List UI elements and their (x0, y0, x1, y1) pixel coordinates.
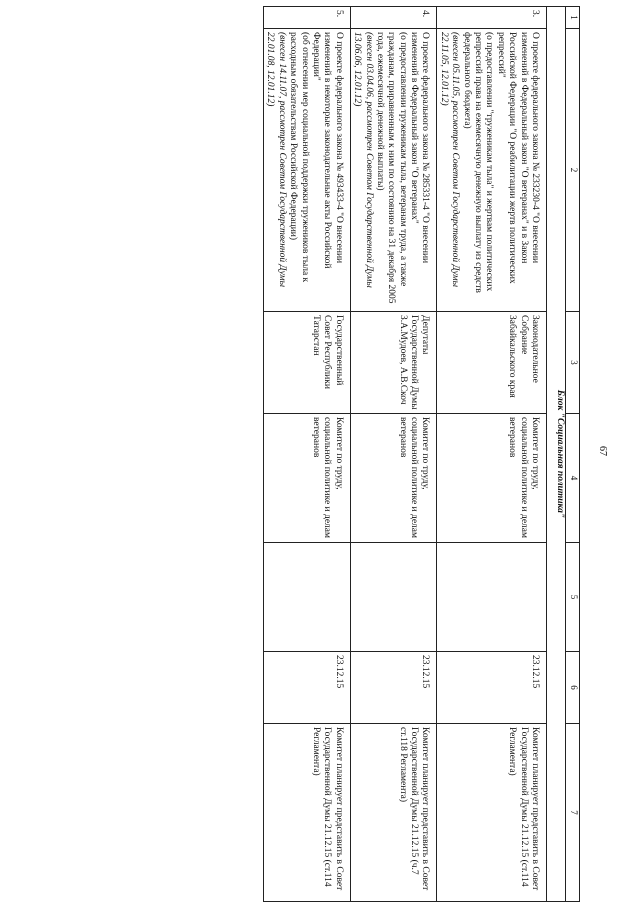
committee-cell: Комитет по труду, социальной политике и делам ветеранов (264, 414, 351, 543)
table-row (350, 7, 437, 902)
bill-note: (внесен 14.11.07, рассмотрен Советом Государственной Думы 22.01.08, 12.01.12) (265, 32, 287, 288)
committee-cell: Комитет по труду, социальной политике и делам ветеранов (437, 414, 547, 543)
col-header-2: 2 (566, 29, 580, 312)
row-number: 4. (350, 7, 437, 29)
bills-table (263, 6, 580, 902)
author-cell: Депутаты Государственной Думы З.А.Мудоев, А.В.Скоч (350, 312, 437, 414)
result-cell: Комитет планирует представить в Совет Государственной Думы 21.12.15 (ч.7 ст.118 Регламента) (350, 724, 437, 902)
bill-note: (внесен 05.11.05, рассмотрен Советом Государственной Думы 22.11.05, 12.01.12) (438, 32, 461, 288)
table-row (264, 7, 351, 902)
bill-description: (о предоставлении "труженикам тыла" и жертвам политических репрессий права на ежемесячную денежную выплату из средств федерального бюджета) (461, 32, 495, 293)
bill-description: (о предоставлении труженикам тыла, ветеранам труда, а также гражданам, приравненным к ним по состоянию на 31 декабря 2005 года, ежемесячной денежной выплаты) (374, 32, 408, 304)
bill-title: О проекте федерального закона № 285331-4 "О внесении изменений в Федеральный закон "О ветеранах" (409, 32, 431, 264)
rotated-table-area (20, 6, 608, 901)
author-cell: Государственный Совет Республики Татарстан (264, 312, 351, 414)
row-number: 3. (437, 7, 547, 29)
bill-cell (437, 29, 547, 312)
date-cell: 23.12.15 (350, 652, 437, 724)
bill-description: (об отнесении мер социальной поддержки тружеников тыла к расходным обязательствам Российской Федерации) (288, 32, 310, 283)
header-row (566, 7, 580, 902)
bill-title: О проекте федерального закона № 493433-4 "О внесении изменений в некоторые законодательные акты Российской Федерации" (310, 32, 344, 269)
col-header-1: 1 (566, 7, 580, 29)
row-number: 5. (264, 7, 351, 29)
col5-cell (264, 543, 351, 652)
col5-cell (350, 543, 437, 652)
bill-cell (350, 29, 437, 312)
bill-note: (внесен 03.04.06, рассмотрен Советом Государственной Думы 13.06.06, 12.01.12) (352, 32, 374, 288)
col5-cell (437, 543, 547, 652)
result-cell: Комитет планирует представить в Совет Государственной Думы 21.12.15 (ст.114 Регламента) (264, 724, 351, 902)
page-number: 67 (597, 446, 608, 456)
col-header-5: 5 (566, 543, 580, 652)
author-cell: Законодательное Собрание Забайкальского края (437, 312, 547, 414)
block-title: Блок "Социальная политика" (547, 7, 566, 902)
table-row (437, 7, 547, 902)
bill-title: О проекте федерального закона № 233230-4 "О внесении изменений в Федеральный закон "О ветеранах" и в Закон Российской Федерации "О реабилитации жертв политических репрессий" (495, 32, 540, 284)
date-cell: 23.12.15 (437, 652, 547, 724)
bill-cell (264, 29, 351, 312)
col-header-3: 3 (566, 312, 580, 414)
date-cell: 23.12.15 (264, 652, 351, 724)
col-header-4: 4 (566, 414, 580, 543)
col-header-7: 7 (566, 724, 580, 902)
committee-cell: Комитет по труду, социальной политике и делам ветеранов (350, 414, 437, 543)
col-header-6: 6 (566, 652, 580, 724)
block-row (547, 7, 566, 902)
result-cell: Комитет планирует представить в Совет Государственной Думы 21.12.15 (ст.114 Регламента) (437, 724, 547, 902)
